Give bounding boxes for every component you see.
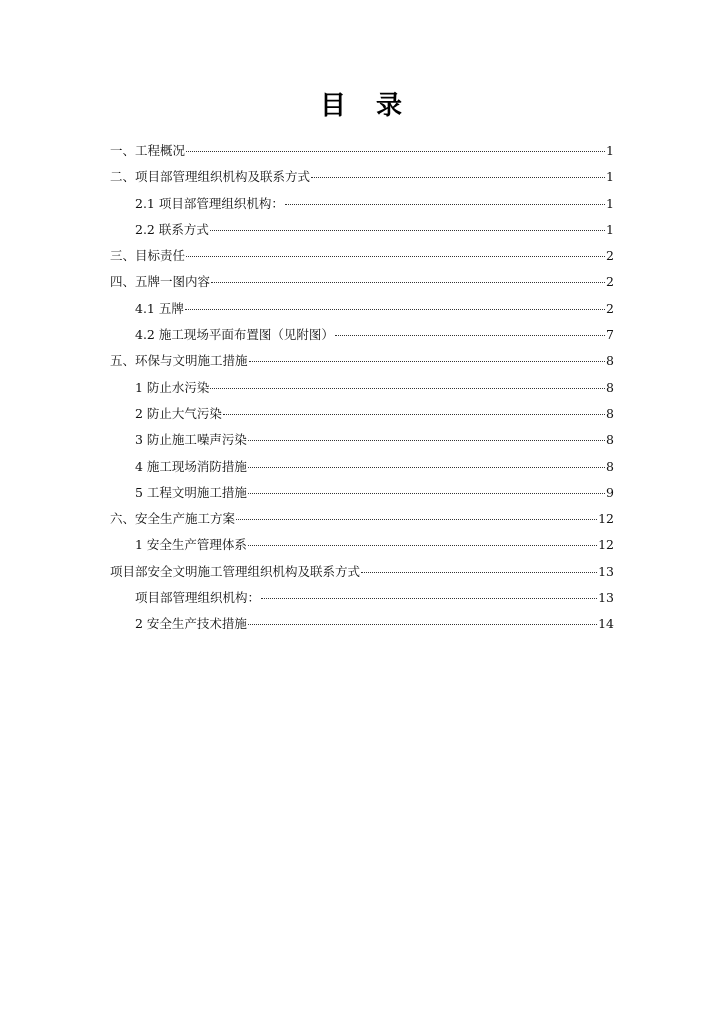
toc-entry[interactable]: [110, 243, 614, 269]
toc-entry-page: 13: [598, 590, 614, 606]
toc-leader-dots: [248, 623, 597, 625]
toc-entry[interactable]: [110, 611, 614, 637]
toc-entry[interactable]: [110, 454, 614, 480]
toc-leader-dots: [249, 360, 606, 362]
toc-entry-page: 13: [598, 563, 614, 579]
toc-entry-page: 8: [606, 405, 614, 421]
toc-entry[interactable]: [110, 532, 614, 558]
toc-leader-dots: [185, 308, 605, 310]
toc-entry-label: 2.1 项目部管理组织机构：: [135, 195, 284, 211]
toc-entry-page: 2: [606, 248, 614, 264]
toc-entry-label: 3 防止施工噪声污染: [135, 432, 247, 448]
toc-entry-page: 2: [606, 300, 614, 316]
toc-leader-dots: [211, 281, 605, 283]
toc-leader-dots: [210, 229, 605, 231]
toc-entry[interactable]: [110, 506, 614, 532]
toc-entry-page: 8: [606, 353, 614, 369]
toc-entry[interactable]: [110, 217, 614, 243]
toc-entry[interactable]: [110, 585, 614, 611]
toc-entry[interactable]: [110, 401, 614, 427]
toc-entry[interactable]: [110, 322, 614, 348]
toc-leader-dots: [186, 150, 605, 152]
toc-entry-page: 1: [606, 221, 614, 237]
toc-entry-label: 三、目标责任: [110, 248, 186, 264]
toc-entry-page: 1: [606, 143, 614, 158]
toc-entry[interactable]: [110, 138, 614, 164]
toc-entry-page: 2: [606, 274, 614, 290]
toc-leader-dots: [186, 255, 605, 257]
toc-entry[interactable]: [110, 559, 614, 585]
toc-leader-dots: [261, 597, 597, 599]
toc-entry-label: 2 防止大气污染: [135, 405, 222, 421]
toc-entry-page: 14: [598, 616, 614, 632]
toc-entry-page: 12: [598, 511, 614, 527]
toc-entry[interactable]: [110, 427, 614, 453]
toc-entry-page: 12: [598, 537, 614, 553]
toc-leader-dots: [311, 176, 605, 178]
toc-leader-dots: [223, 413, 605, 415]
toc-entry-page: 9: [606, 484, 614, 500]
toc-leader-dots: [335, 334, 605, 336]
toc-entry-label: 4.1 五牌: [135, 300, 184, 316]
toc-entry-label: 五、环保与文明施工措施: [110, 353, 248, 369]
toc-entry-page: 7: [606, 327, 614, 343]
toc-entry-page: 8: [606, 379, 614, 395]
toc-entry-label: 六、安全生产施工方案: [110, 511, 236, 527]
toc-entry[interactable]: [110, 375, 614, 401]
toc-entry-label: 4.2 施工现场平面布置图（见附图）: [135, 327, 334, 343]
toc-leader-dots: [210, 387, 605, 389]
toc-entry-label: 1 安全生产管理体系: [135, 537, 247, 553]
toc-entry-label: 1 防止水污染: [135, 379, 210, 395]
table-of-contents: [110, 138, 614, 638]
toc-entry-label: 2 安全生产技术措施: [135, 616, 247, 632]
toc-entry-label: 4 施工现场消防措施: [135, 458, 247, 474]
toc-entry-label: 2.2 联系方式: [135, 221, 209, 237]
page-title: 目 录: [319, 91, 404, 121]
toc-entry[interactable]: [110, 480, 614, 506]
toc-leader-dots: [285, 203, 605, 205]
toc-entry-label: 二、项目部管理组织机构及联系方式: [110, 169, 311, 185]
toc-leader-dots: [248, 492, 605, 494]
toc-leader-dots: [361, 571, 597, 573]
toc-entry[interactable]: [110, 191, 614, 217]
toc-entry-page: 1: [606, 195, 614, 211]
toc-entry-label: 5 工程文明施工措施: [135, 484, 247, 500]
toc-entry[interactable]: [110, 269, 614, 295]
toc-entry-label: 项目部管理组织机构：: [135, 590, 261, 606]
toc-leader-dots: [236, 518, 597, 520]
toc-leader-dots: [248, 466, 605, 468]
toc-entry[interactable]: [110, 164, 614, 190]
toc-entry-label: 一、工程概况: [110, 143, 186, 158]
toc-entry-page: 1: [606, 169, 614, 185]
toc-entry-label: 项目部安全文明施工管理组织机构及联系方式: [110, 563, 361, 579]
toc-entry-page: 8: [606, 432, 614, 448]
toc-leader-dots: [248, 439, 605, 441]
toc-entry[interactable]: [110, 296, 614, 322]
toc-entry-page: 8: [606, 458, 614, 474]
toc-leader-dots: [248, 544, 597, 546]
toc-entry[interactable]: [110, 348, 614, 374]
toc-entry-label: 四、五牌一图内容: [110, 274, 211, 290]
